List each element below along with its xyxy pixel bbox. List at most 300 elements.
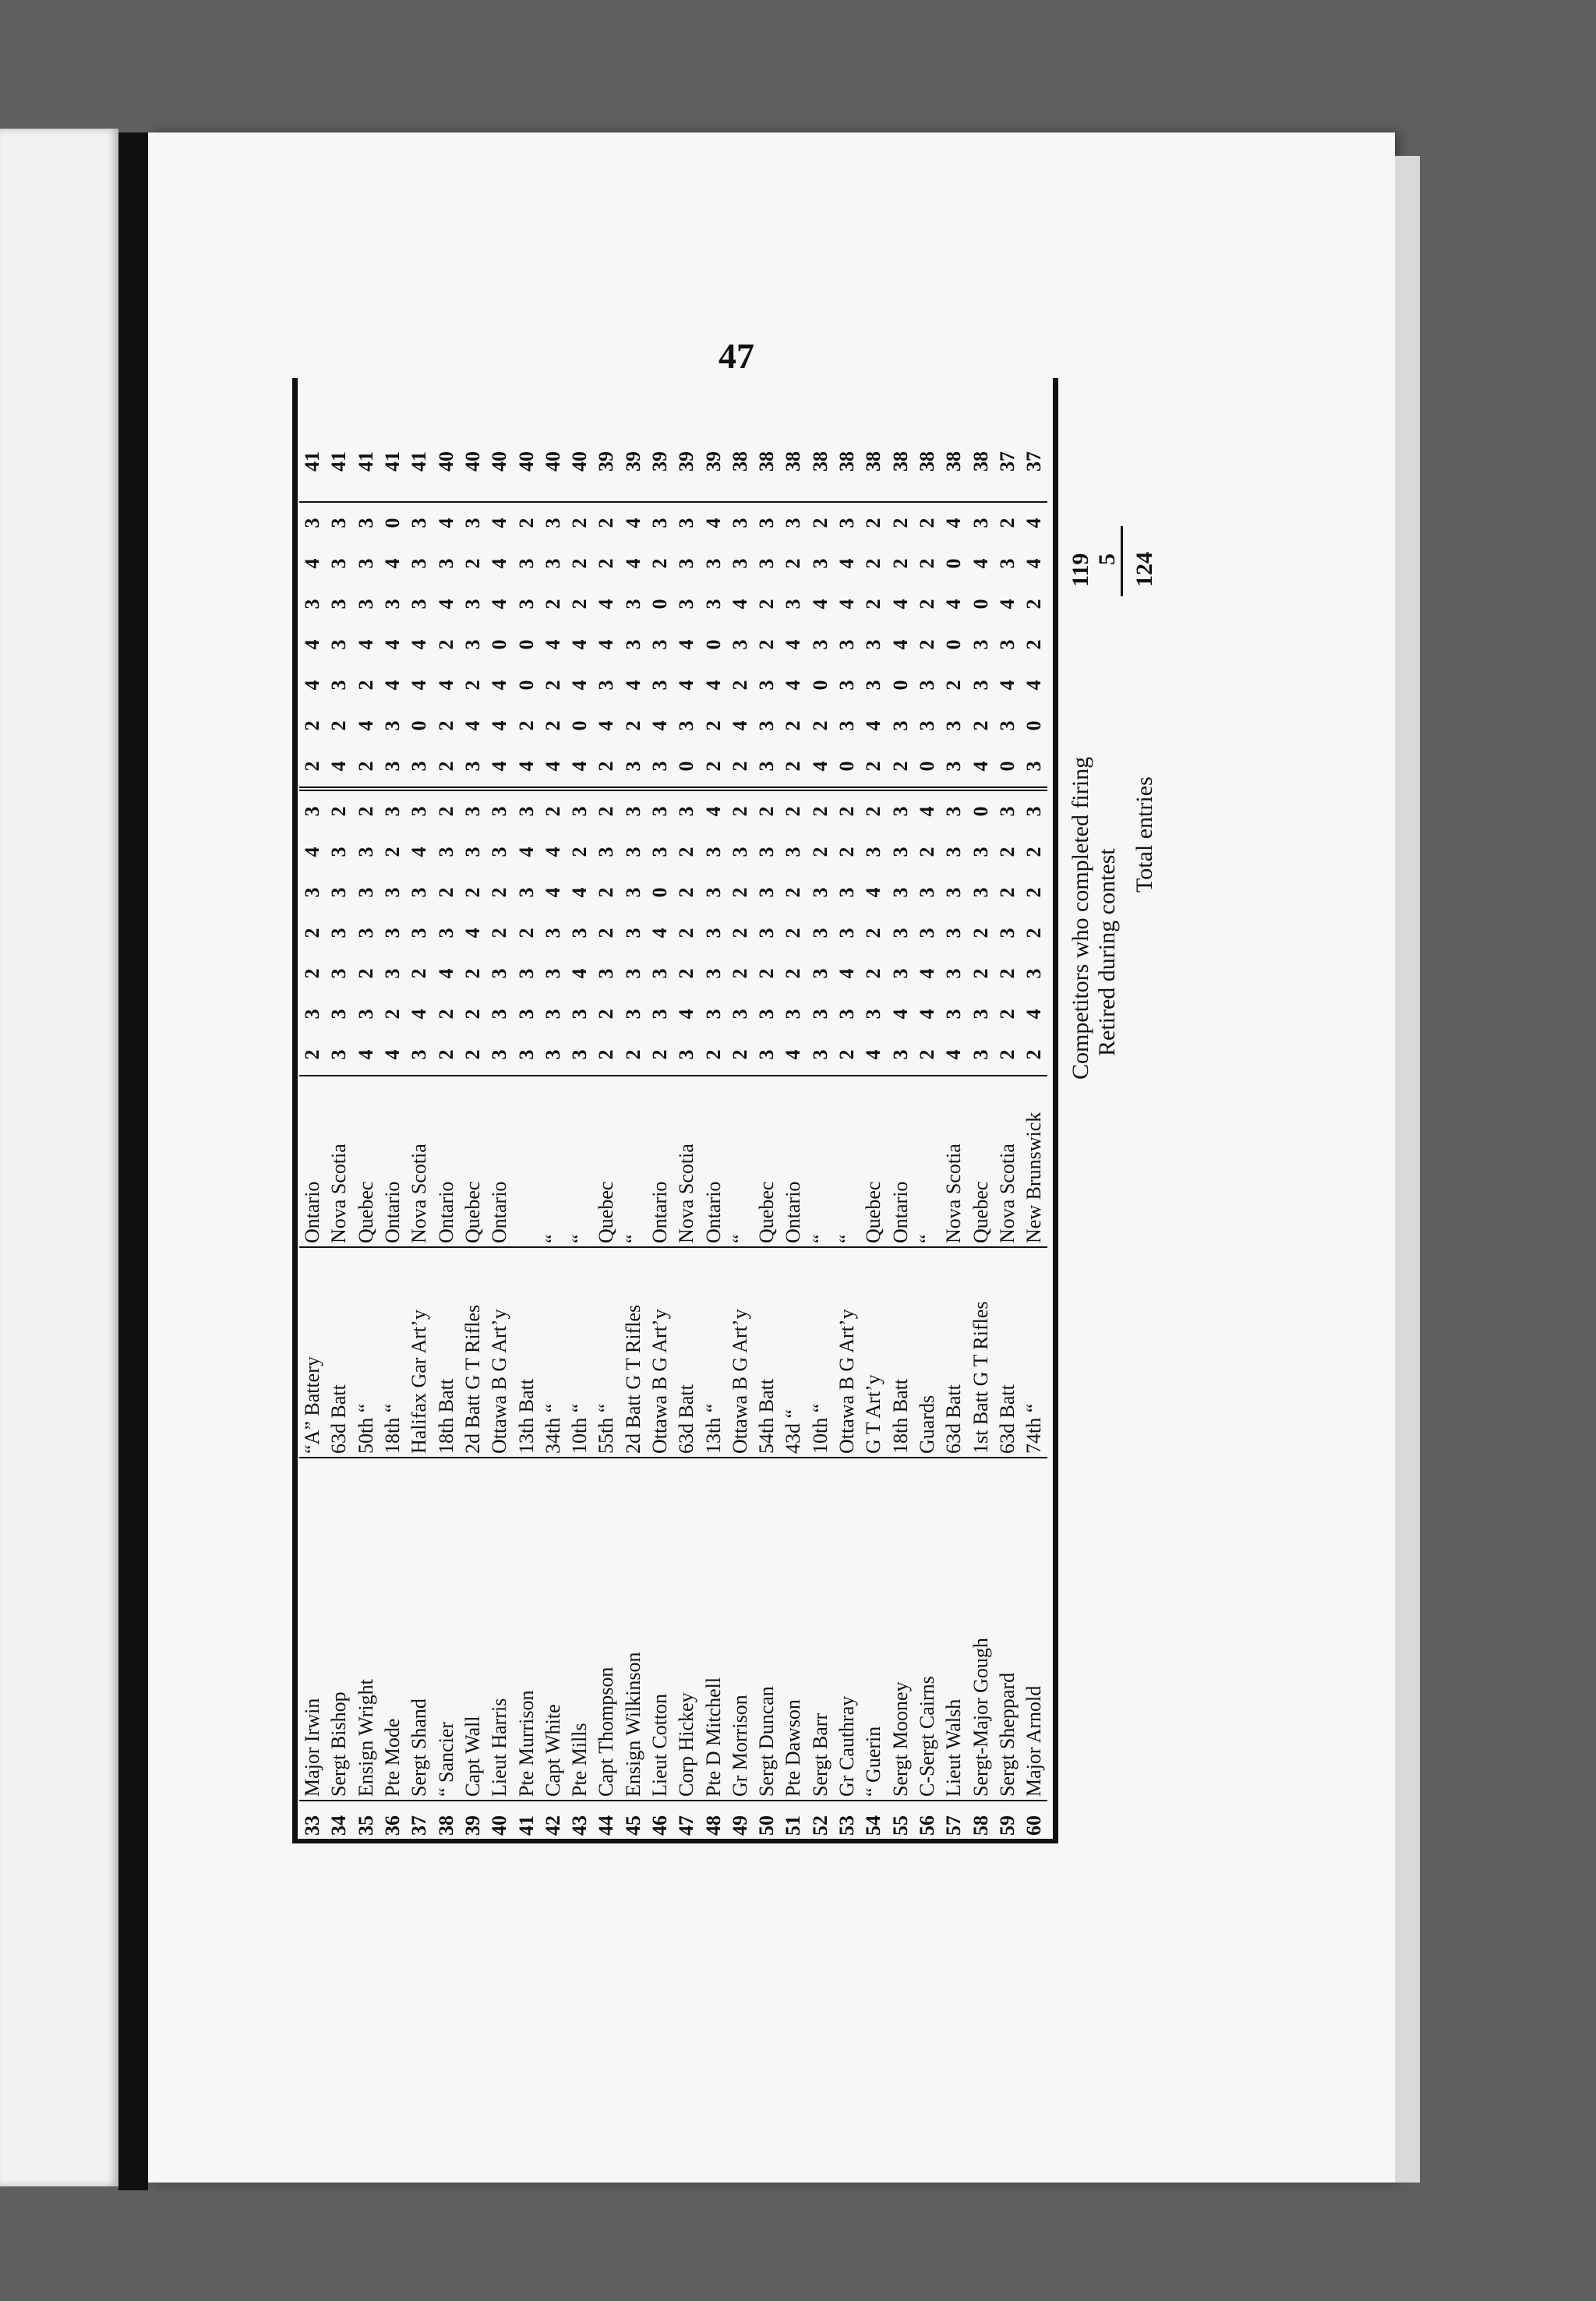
shot-score: 2 <box>728 761 751 772</box>
shot-score: 3 <box>620 789 647 832</box>
shot-score: 4 <box>434 599 457 610</box>
row-number: 34 <box>326 1801 352 1839</box>
row-number: 58 <box>967 1801 994 1839</box>
row-number: 45 <box>620 1801 647 1839</box>
shot-score: 0 <box>648 887 671 898</box>
total-score: 40 <box>460 448 486 502</box>
shot-score: 4 <box>354 639 377 650</box>
province: Ontario <box>700 1076 726 1247</box>
corps: 10th “ <box>567 1247 593 1458</box>
shot-score: 4 <box>461 928 484 938</box>
table-row <box>780 448 807 1839</box>
shot-score: 2 <box>942 680 966 691</box>
corps: 18th Batt <box>888 1247 914 1458</box>
competitor-name: Sergt Sheppard <box>994 1458 1021 1801</box>
shot-score: 3 <box>381 887 404 898</box>
table-row <box>326 448 352 1839</box>
shot-score: 2 <box>782 558 805 569</box>
shot-score: 3 <box>728 639 751 650</box>
shot-score: 2 <box>728 1049 751 1060</box>
shot-score: 3 <box>969 680 992 691</box>
competitor-name: Lieut Harris <box>486 1458 513 1801</box>
shot-score: 2 <box>595 1049 618 1060</box>
shot-score: 4 <box>568 968 591 979</box>
table-row <box>620 448 647 1839</box>
shot-score: 0 <box>888 680 912 691</box>
shot-score: 3 <box>888 847 912 857</box>
row-number: 60 <box>1021 1801 1047 1839</box>
table-row <box>593 448 620 1839</box>
shot-score: 3 <box>942 928 966 938</box>
competitor-name: Gr Cauthray <box>834 1458 860 1801</box>
total-score: 41 <box>353 448 380 502</box>
shot-score: 4 <box>915 1009 938 1020</box>
row-number: 51 <box>780 1801 807 1839</box>
shot-score: 3 <box>354 599 377 610</box>
shot-score: 3 <box>755 518 779 528</box>
shot-score: 2 <box>701 761 725 772</box>
row-number: 56 <box>914 1801 941 1839</box>
shot-score: 3 <box>673 789 700 832</box>
shot-score: 3 <box>408 761 431 772</box>
shot-score: 3 <box>621 599 644 610</box>
shot-score: 0 <box>675 761 698 772</box>
shot-score: 2 <box>1022 928 1046 938</box>
shot-score: 3 <box>381 928 404 938</box>
shot-score: 4 <box>434 968 457 979</box>
shot-score: 4 <box>915 968 938 979</box>
shot-score: 3 <box>1022 968 1046 979</box>
shot-score: 3 <box>942 968 966 979</box>
table-row <box>888 448 914 1839</box>
shot-score: 2 <box>541 680 564 691</box>
shot-score: 2 <box>568 847 591 857</box>
shot-score: 3 <box>327 1009 351 1020</box>
shot-score: 2 <box>621 1049 644 1060</box>
shot-score: 3 <box>514 1049 538 1060</box>
table-row <box>967 448 994 1839</box>
shot-score: 3 <box>408 1049 431 1060</box>
shot-score: 3 <box>595 847 618 857</box>
shot-score: 3 <box>755 1009 779 1020</box>
row-number: 40 <box>486 1801 513 1839</box>
shot-score: 2 <box>915 847 938 857</box>
shot-score: 2 <box>888 518 912 528</box>
shot-score: 3 <box>995 639 1019 650</box>
shot-score: 2 <box>541 720 564 731</box>
shot-score: 4 <box>995 599 1019 610</box>
shot-score: 3 <box>969 639 992 650</box>
shot-score: 2 <box>461 558 484 569</box>
shot-score: 3 <box>835 720 859 731</box>
shot-score: 3 <box>862 1009 885 1020</box>
shot-score: 4 <box>301 639 324 650</box>
competitor-name: Gr Morrison <box>727 1458 754 1801</box>
shot-score: 2 <box>782 968 805 979</box>
province: Ontario <box>647 1076 673 1247</box>
province: Quebec <box>353 1076 380 1247</box>
shot-score: 4 <box>782 680 805 691</box>
total-score: 41 <box>326 448 352 502</box>
corps: Guards <box>914 1247 941 1458</box>
shot-score: 2 <box>354 680 377 691</box>
shot-score: 4 <box>782 639 805 650</box>
total-score: 38 <box>727 448 754 502</box>
shot-score: 2 <box>755 639 779 650</box>
shot-score: 3 <box>808 1009 832 1020</box>
row-number: 50 <box>754 1801 780 1839</box>
corps: “A” Battery <box>299 1247 326 1458</box>
table-row <box>860 448 887 1839</box>
shot-score: 0 <box>969 599 992 610</box>
shot-score: 3 <box>488 968 511 979</box>
table-row <box>941 448 967 1839</box>
table-row <box>834 448 860 1839</box>
shot-score: 2 <box>434 1009 457 1020</box>
total-score: 38 <box>860 448 887 502</box>
shot-score: 4 <box>808 599 832 610</box>
corps: 18th Batt <box>433 1247 459 1458</box>
shot-score: 3 <box>381 720 404 731</box>
shot-score: 4 <box>488 680 511 691</box>
shot-score: 3 <box>461 518 484 528</box>
shot-score: 3 <box>728 558 751 569</box>
total-score: 40 <box>433 448 459 502</box>
corps: 63d Batt <box>673 1247 700 1458</box>
shot-score: 4 <box>301 558 324 569</box>
total-score: 39 <box>593 448 620 502</box>
shot-score: 2 <box>675 847 698 857</box>
competitor-name: Corp Hickey <box>673 1458 700 1801</box>
shot-score: 3 <box>299 789 326 832</box>
shot-score: 3 <box>380 789 406 832</box>
shot-score: 2 <box>728 887 751 898</box>
shot-score: 2 <box>727 789 754 832</box>
shot-score: 3 <box>942 761 966 772</box>
shot-score: 4 <box>568 887 591 898</box>
shot-score: 2 <box>326 789 352 832</box>
shot-score: 4 <box>862 887 885 898</box>
shot-score: 3 <box>888 789 914 832</box>
total-score: 39 <box>620 448 647 502</box>
competitor-name: Major Irwin <box>299 1458 326 1801</box>
shot-score: 3 <box>942 1009 966 1020</box>
shot-score: 3 <box>327 847 351 857</box>
shot-score: 4 <box>488 761 511 772</box>
shot-score: 3 <box>969 1009 992 1020</box>
shot-score: 2 <box>568 599 591 610</box>
corps: G T Art’y <box>860 1247 887 1458</box>
shot-score: 3 <box>408 558 431 569</box>
shot-score: 2 <box>434 720 457 731</box>
shot-score: 4 <box>381 680 404 691</box>
shot-score: 4 <box>621 518 644 528</box>
shot-score: 3 <box>354 1009 377 1020</box>
shot-score: 0 <box>701 639 725 650</box>
shot-score: 2 <box>780 789 807 832</box>
shot-score: 4 <box>675 1009 698 1020</box>
shot-score: 4 <box>327 761 351 772</box>
shot-score: 2 <box>540 789 567 832</box>
province: Ontario <box>433 1076 459 1247</box>
corps: 63d Batt <box>994 1247 1021 1458</box>
row-number: 52 <box>807 1801 834 1839</box>
table-row <box>299 448 326 1839</box>
shot-score: 4 <box>862 720 885 731</box>
province: “ <box>727 1076 754 1247</box>
shot-score: 4 <box>701 680 725 691</box>
total-score: 38 <box>834 448 860 502</box>
table-row <box>567 448 593 1839</box>
total-value: 124 <box>1132 552 1157 587</box>
shot-score: 3 <box>461 599 484 610</box>
shot-score: 0 <box>942 558 966 569</box>
shot-score: 3 <box>621 847 644 857</box>
shot-score: 3 <box>595 680 618 691</box>
shot-score: 3 <box>1022 761 1046 772</box>
shot-score: 3 <box>621 887 644 898</box>
shot-score: 4 <box>621 558 644 569</box>
shot-score: 4 <box>1022 558 1046 569</box>
shot-score: 4 <box>835 968 859 979</box>
shot-score: 4 <box>488 518 511 528</box>
shot-score: 3 <box>541 1049 564 1060</box>
shot-score: 2 <box>301 1049 324 1060</box>
shot-score: 3 <box>327 639 351 650</box>
shot-score: 3 <box>888 887 912 898</box>
total-score: 37 <box>994 448 1021 502</box>
shot-score: 2 <box>595 558 618 569</box>
shot-score: 4 <box>1022 1009 1046 1020</box>
shot-score: 4 <box>942 599 966 610</box>
shot-score: 3 <box>434 558 457 569</box>
shot-score: 3 <box>888 1049 912 1060</box>
shot-score: 2 <box>514 720 538 731</box>
shot-score: 2 <box>461 680 484 691</box>
shot-score: 3 <box>327 599 351 610</box>
shot-score: 2 <box>888 761 912 772</box>
shot-score: 3 <box>701 968 725 979</box>
total-score: 40 <box>567 448 593 502</box>
shot-score: 3 <box>434 928 457 938</box>
shot-score: 2 <box>995 518 1019 528</box>
shot-score: 2 <box>514 928 538 938</box>
shot-score: 3 <box>755 761 779 772</box>
shot-score: 4 <box>541 847 564 857</box>
shot-score: 3 <box>327 680 351 691</box>
row-number: 38 <box>433 1801 459 1839</box>
shot-score: 4 <box>354 720 377 731</box>
shot-score: 4 <box>675 639 698 650</box>
shot-score: 3 <box>941 789 967 832</box>
shot-score: 3 <box>755 720 779 731</box>
corps: 50th “ <box>353 1247 380 1458</box>
shot-score: 4 <box>408 639 431 650</box>
shot-score: 3 <box>648 1009 671 1020</box>
competitor-name: Sergt-Major Gough <box>967 1458 994 1801</box>
shot-score: 2 <box>301 720 324 731</box>
shot-score: 3 <box>995 558 1019 569</box>
shot-score: 3 <box>835 928 859 938</box>
shot-score: 4 <box>568 761 591 772</box>
score-table <box>299 448 1047 1839</box>
province: Quebec <box>593 1076 620 1247</box>
total-score: 40 <box>513 448 539 502</box>
shot-score: 4 <box>914 789 941 832</box>
province: Nova Scotia <box>326 1076 352 1247</box>
shot-score: 3 <box>755 680 779 691</box>
shot-score: 3 <box>567 789 593 832</box>
total-score: 38 <box>780 448 807 502</box>
total-score: 40 <box>540 448 567 502</box>
competitor-name: Capt Wall <box>460 1458 486 1801</box>
shot-score: 3 <box>541 928 564 938</box>
shot-score: 2 <box>835 847 859 857</box>
shot-score: 0 <box>995 761 1019 772</box>
shot-score: 3 <box>755 928 779 938</box>
shot-score: 3 <box>406 789 433 832</box>
shot-score: 2 <box>728 968 751 979</box>
shot-score: 0 <box>514 680 538 691</box>
score-table-body <box>299 448 1047 1839</box>
shot-score: 3 <box>862 680 885 691</box>
shot-score: 3 <box>514 887 538 898</box>
shot-score: 2 <box>675 968 698 979</box>
shot-score: 2 <box>728 928 751 938</box>
shot-score: 2 <box>621 720 644 731</box>
shot-score: 2 <box>514 518 538 528</box>
corps: Ottawa B G Art’y <box>834 1247 860 1458</box>
shot-score: 0 <box>488 639 511 650</box>
table-row <box>1021 448 1047 1839</box>
province: “ <box>567 1076 593 1247</box>
shot-score: 3 <box>381 761 404 772</box>
shot-score: 3 <box>621 928 644 938</box>
competitor-name: Lieut Cotton <box>647 1458 673 1801</box>
shot-score: 2 <box>461 1049 484 1060</box>
shot-score: 3 <box>942 887 966 898</box>
facing-page-edge <box>0 129 118 2186</box>
competitor-name: Pte Dawson <box>780 1458 807 1801</box>
shot-score: 4 <box>862 1049 885 1060</box>
shot-score: 3 <box>835 1009 859 1020</box>
shot-score: 4 <box>888 599 912 610</box>
shot-score: 2 <box>595 887 618 898</box>
shot-score: 2 <box>807 789 834 832</box>
shot-score: 3 <box>381 599 404 610</box>
shot-score: 4 <box>434 518 457 528</box>
shot-score: 2 <box>995 887 1019 898</box>
shot-score: 2 <box>860 789 887 832</box>
table-row <box>486 448 513 1839</box>
total-score: 37 <box>1021 448 1047 502</box>
table-rule-start <box>292 1839 1058 1843</box>
completed-label: Competitors who completed firing <box>1068 756 1093 1080</box>
corps: 63d Batt <box>941 1247 967 1458</box>
province: Nova Scotia <box>994 1076 1021 1247</box>
row-number: 44 <box>593 1801 620 1839</box>
shot-score: 2 <box>755 599 779 610</box>
shot-score: 4 <box>835 558 859 569</box>
shot-score: 3 <box>408 599 431 610</box>
table-row <box>353 448 380 1839</box>
row-number: 57 <box>941 1801 967 1839</box>
total-score: 38 <box>914 448 941 502</box>
shot-score: 2 <box>461 1009 484 1020</box>
table-row <box>727 448 754 1839</box>
shot-score: 0 <box>381 518 404 528</box>
shot-score: 3 <box>862 847 885 857</box>
row-number: 53 <box>834 1801 860 1839</box>
shot-score: 2 <box>995 968 1019 979</box>
shot-score: 2 <box>808 720 832 731</box>
row-number: 37 <box>406 1801 433 1839</box>
shot-score: 3 <box>648 761 671 772</box>
shot-score: 3 <box>301 599 324 610</box>
competitor-name: Pte D Mitchell <box>700 1458 726 1801</box>
shot-score: 2 <box>381 847 404 857</box>
shot-score: 2 <box>862 558 885 569</box>
province: Nova Scotia <box>406 1076 433 1247</box>
province: “ <box>807 1076 834 1247</box>
total-label: Total entries <box>1132 776 1157 892</box>
corps: 13th Batt <box>513 1247 539 1458</box>
shot-score: 2 <box>995 847 1019 857</box>
table-row <box>673 448 700 1839</box>
shot-score: 3 <box>541 1009 564 1020</box>
retired-label: Retired during contest <box>1094 848 1120 1056</box>
shot-score: 4 <box>969 761 992 772</box>
shot-score: 3 <box>648 968 671 979</box>
corps: 18th “ <box>380 1247 406 1458</box>
shot-score: 2 <box>808 518 832 528</box>
shot-score: 4 <box>301 847 324 857</box>
competitor-name: Major Arnold <box>1021 1458 1047 1801</box>
shot-score: 2 <box>915 518 938 528</box>
shot-score: 2 <box>754 789 780 832</box>
competitor-name: Ensign Wright <box>353 1458 380 1801</box>
corps: 54th Batt <box>754 1247 780 1458</box>
shot-score: 0 <box>942 639 966 650</box>
shot-score: 0 <box>408 720 431 731</box>
shot-score: 2 <box>595 761 618 772</box>
shot-score: 3 <box>327 887 351 898</box>
total-score: 39 <box>673 448 700 502</box>
shot-score: 4 <box>888 639 912 650</box>
province: “ <box>540 1076 567 1247</box>
shot-score: 2 <box>862 968 885 979</box>
row-number: 42 <box>540 1801 567 1839</box>
shot-score: 2 <box>995 1009 1019 1020</box>
shot-score: 3 <box>354 558 377 569</box>
competitor-name: Sergt Bishop <box>326 1458 352 1801</box>
shot-score: 2 <box>808 847 832 857</box>
shot-score: 2 <box>915 639 938 650</box>
shot-score: 3 <box>301 518 324 528</box>
shot-score: 2 <box>408 968 431 979</box>
total-score: 41 <box>380 448 406 502</box>
shot-score: 3 <box>782 599 805 610</box>
shot-score: 3 <box>808 968 832 979</box>
province: Nova Scotia <box>673 1076 700 1247</box>
shot-score: 2 <box>488 887 511 898</box>
total-score: 41 <box>406 448 433 502</box>
shot-score: 3 <box>488 847 511 857</box>
shot-score: 3 <box>701 1009 725 1020</box>
competitor-name: Pte Murrison <box>513 1458 539 1801</box>
shot-score: 2 <box>461 968 484 979</box>
corps: 2d Batt G T Rifles <box>460 1247 486 1458</box>
